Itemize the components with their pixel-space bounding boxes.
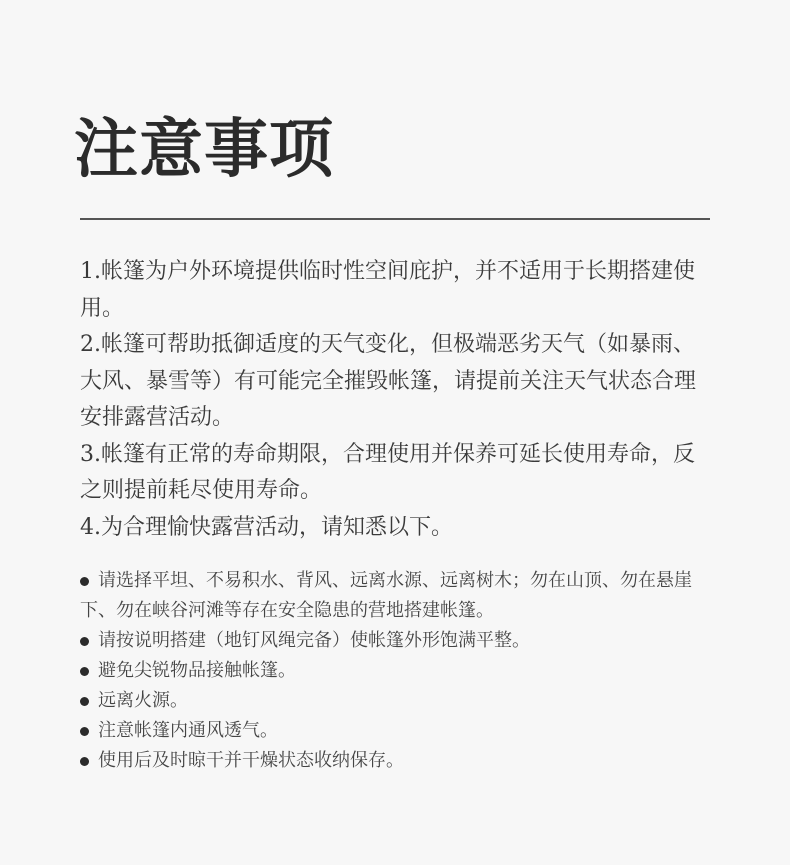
tip-item [80,656,710,686]
tip-item [80,716,710,746]
tips-list [80,566,710,776]
tip-text: 注意帐篷内通风透气。 [98,720,278,741]
tip-text: 请选择平坦、不易积水、背风、远离水源、远离树木；勿在山顶、勿在悬崖下、勿在峡谷河滩等存在安全隐患的营地搭建帐篷。 [80,570,692,621]
bullet-icon [80,577,89,586]
note-item: 2.帐篷可帮助抵御适度的天气变化，但极端恶劣天气（如暴雨、大风、暴雪等）有可能完全摧毁帐篷，请提前关注天气状态合理安排露营活动。 [80,332,697,430]
tip-item [80,626,710,656]
tip-text: 远离火源。 [98,690,188,711]
bullet-icon [80,667,89,676]
bullet-icon [80,697,89,706]
page-title: 注意事项 [74,112,334,187]
note-item: 3.帐篷有正常的寿命期限，合理使用并保养可延长使用寿命，反之则提前耗尽使用寿命。 [80,441,695,503]
bullet-icon [80,727,89,736]
bullet-icon [80,757,89,766]
tip-item [80,686,710,716]
tip-text: 请按说明搭建（地钉风绳完备）使帐篷外形饱满平整。 [98,630,530,651]
note-item: 4.为合理愉快露营活动，请知悉以下。 [80,514,453,540]
note-item: 1.帐篷为户外环境提供临时性空间庇护，并不适用于长期搭建使用。 [80,259,695,321]
bullet-icon [80,637,89,646]
tip-item [80,566,710,626]
notes-list [80,254,710,546]
tip-text: 避免尖锐物品接触帐篷。 [98,660,296,681]
title-divider [80,218,710,220]
tip-text: 使用后及时晾干并干燥状态收纳保存。 [98,750,404,771]
tip-item [80,746,710,776]
